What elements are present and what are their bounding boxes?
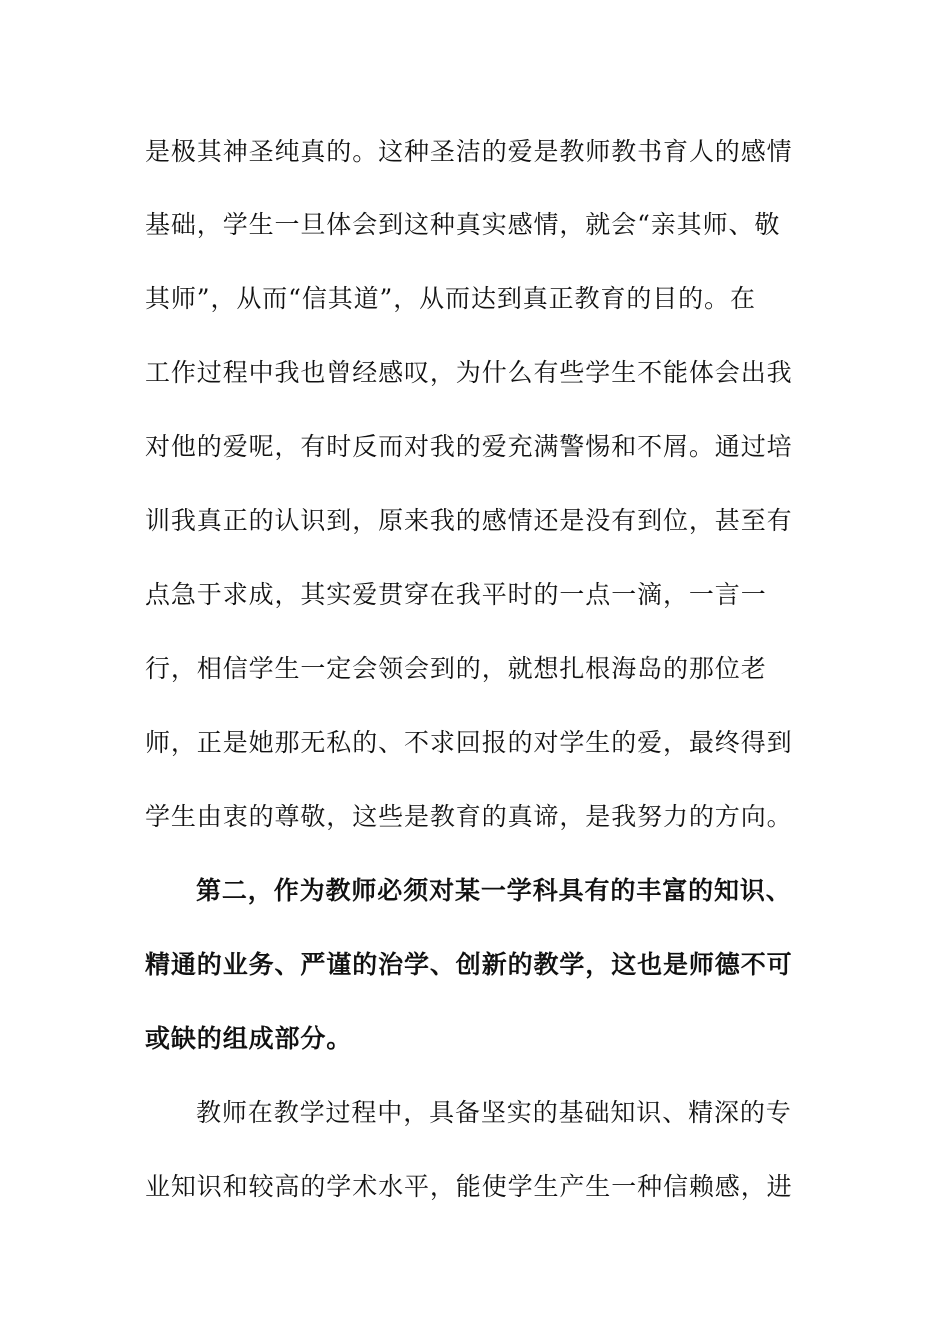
text-line: 基础，学生一旦体会到这种真实感情，就会“亲其师、敬 <box>145 210 781 239</box>
text-line: 工作过程中我也曾经感叹，为什么有些学生不能体会出我 <box>145 358 793 387</box>
text-line: 训我真正的认识到，原来我的感情还是没有到位，甚至有 <box>145 506 793 535</box>
text-line: 学生由衷的尊敬，这些是教育的真谛，是我努力的方向。 <box>145 802 793 831</box>
bold-text-line: 精通的业务、严谨的治学、创新的教学，这也是师德不可 <box>145 950 793 979</box>
text-line: 业知识和较高的学术水平，能使学生产生一种信赖感，进 <box>145 1172 793 1201</box>
text-line: 师，正是她那无私的、不求回报的对学生的爱，最终得到 <box>145 728 793 757</box>
text-line: 点急于求成，其实爱贯穿在我平时的一点一滴，一言一 <box>145 580 767 609</box>
text-line: 其师”，从而“信其道”，从而达到真正教育的目的。在 <box>145 284 756 313</box>
text-line: 是极其神圣纯真的。这种圣洁的爱是教师教书育人的感情 <box>145 137 793 166</box>
bold-text-line: 第二，作为教师必须对某一学科具有的丰富的知识、 <box>196 876 792 905</box>
bold-text-line: 或缺的组成部分。 <box>145 1024 353 1053</box>
text-line: 对他的爱呢，有时反而对我的爱充满警惕和不屑。通过培 <box>145 432 793 461</box>
text-line: 教师在教学过程中，具备坚实的基础知识、精深的专 <box>196 1098 792 1127</box>
text-line: 行，相信学生一定会领会到的，就想扎根海岛的那位老 <box>145 654 767 683</box>
